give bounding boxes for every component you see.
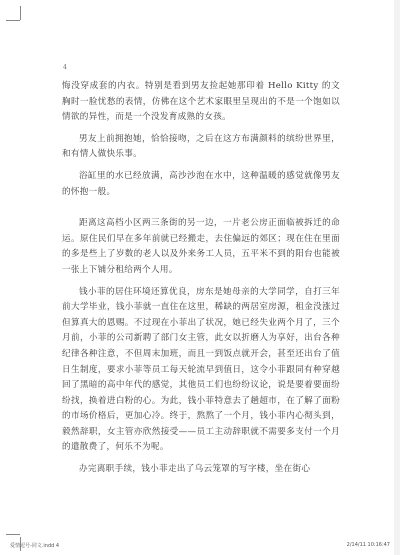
- file-info: 爱情逗号-同文.indd 4: [10, 543, 60, 549]
- crop-mark-bottom-left-h: [6, 534, 20, 535]
- crop-mark-top-left-v: [20, 6, 21, 20]
- paragraph: 悔没穿成套的内衣。特别是看到男友捡起她那印着 Hello Kitty 的文胸时一脸忧愁的表情，仿佛在这个艺术家眼里呈现出的不是一个饱如以情欲的异性，而是一个没发育成熟的女孩。: [62, 81, 340, 123]
- paragraph: 浴缸里的水已经放满，高沙沙泡在水中，这种温暖的感觉就像男友的怀抱一般。: [62, 170, 340, 197]
- paragraph: 男友上前拥抱她，恰恰接吻，之后在这方布满颜料的缤纷世界里，和有情人做快乐事。: [62, 133, 340, 160]
- page-edge: [394, 0, 400, 555]
- page-number: 4: [63, 64, 67, 71]
- paragraph: 办完离职手续，钱小菲走出了乌云笼罩的写字楼，坐在街心: [79, 464, 311, 475]
- section-gap: [62, 206, 340, 216]
- crop-mark-top-left-h: [6, 20, 20, 21]
- print-timestamp: 2/14/11 10:16:47: [346, 542, 390, 548]
- paragraph: 距离这高档小区两三条街的另一边，一片老公房正面临被拆迁的命运。原住民们早在多年前就已经搬走，去住偏远的郊区；现在住在里面的多是些上了岁数的老人以及外来务工人员，五平米不到的阳台也能被一张上下铺分租给两个人用。: [62, 218, 340, 275]
- paragraph: 钱小菲的居住环境还算优良，房东是她母亲的大学同学，自打三年前大学毕业，钱小菲就一直住在这里，稀缺的两居室房源，租金没涨过但算真大的恩赐。不过现在小菲出了状况，她已经失业两个月了，三个月前，小菲的公司新聘了部门女主管，此女以折磨人为享好，出台各种纪律各种注意，不但周末加班，而且一到饭点就开会，甚至还出台了值日生制度，要求小菲等员工每天轮流早到值日，这令小菲跟同有种穿越回了黑暗的高中年代的感觉，其他员工们也纷纷议论，说是要着要面纷纷找，换着进白粉的心。为此，钱小菲特意去了趟超市，在了解了面粉的市场价格后，更加心冷。终于，熬熬了一个月，钱小菲内心彻头到，毅然辞职，女主管亦欣然接受——员工主动辞职就不需要多支付一个月的遣散费了，何乐不为呢。: [62, 286, 340, 453]
- body-text: [62, 79, 340, 484]
